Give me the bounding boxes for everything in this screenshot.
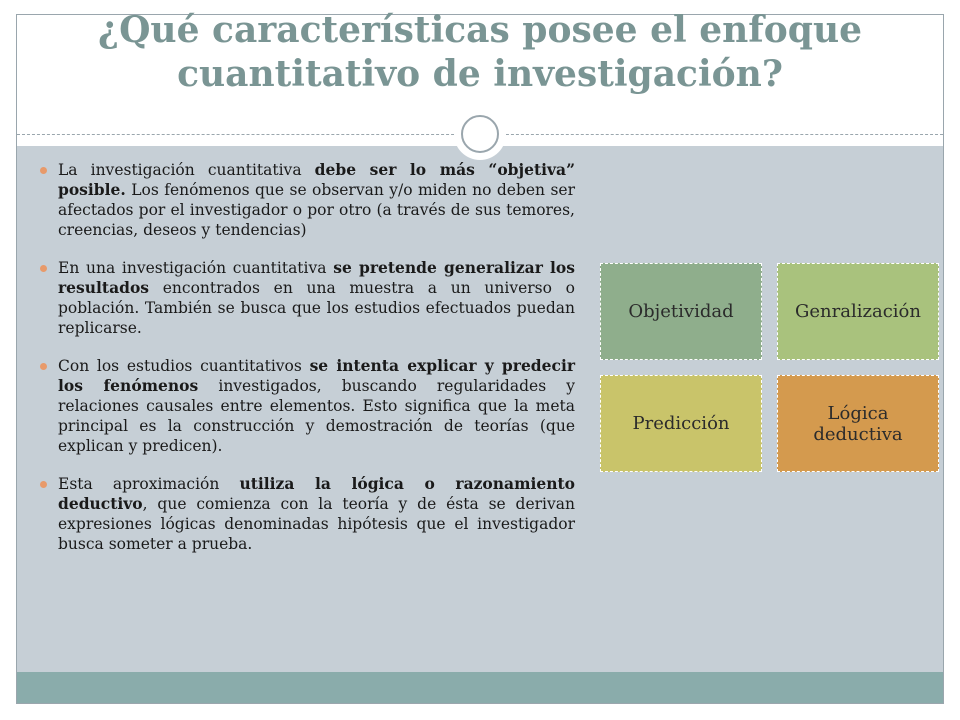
slide-title <box>16 8 944 96</box>
title-line-2: cuantitativo de investigación? <box>177 53 783 95</box>
tile-objetividad <box>600 263 762 360</box>
footer-bar <box>17 672 943 703</box>
bullet-list <box>40 160 575 572</box>
bullet-item <box>40 160 575 240</box>
bullet-dot-icon <box>40 363 47 370</box>
bullet-item <box>40 474 575 554</box>
divider-circle-icon <box>461 115 499 153</box>
bullet-item <box>40 258 575 338</box>
bullet-dot-icon <box>40 481 47 488</box>
bullet-text-bold: se intenta explicar y predecir los fenómenos <box>58 356 575 395</box>
bullet-text: , que comienza con la teoría y de ésta se derivan expresiones lógicas denominadas hipótesis que el investigador busca someter a prueba. <box>58 495 575 553</box>
tile-label: Predicción <box>632 413 730 434</box>
bullet-item <box>40 356 575 456</box>
bullet-text: investigados, buscando regularidades y relaciones causales entre elementos. Esto significa que la meta principal es la construcción y demostración de teorías (que explican y predicen). <box>58 377 575 455</box>
tile-logica-deductiva <box>777 375 939 472</box>
bullet-text-bold: utiliza la lógica o razonamiento deductivo <box>58 474 575 513</box>
title-line-1: ¿Qué características posee el enfoque <box>97 9 863 51</box>
bullet-text-bold: debe ser lo más “objetiva” posible. <box>58 160 575 199</box>
tile-prediccion <box>600 375 762 472</box>
bullet-dot-icon <box>40 167 47 174</box>
tile-label: Genralización <box>795 301 921 322</box>
bullet-dot-icon <box>40 265 47 272</box>
bullet-text: La investigación cuantitativa <box>58 161 315 179</box>
tile-label: Lógica deductiva <box>813 402 903 445</box>
bullet-text: Esta aproximación <box>58 475 240 493</box>
bullet-text: Los fenómenos que se observan y/o miden no deben ser afectados por el investigador o por otro (a través de sus temores, creencias, deseos y tendencias) <box>58 181 575 239</box>
bullet-text: En una investigación cuantitativa <box>58 259 334 277</box>
bullet-text: Con los estudios cuantitativos <box>58 357 310 375</box>
bullet-text: encontrados en una muestra a un universo o población. También se busca que los estudios efectuados puedan replicarse. <box>58 279 575 337</box>
bullet-text-bold: se pretende generalizar los resultados <box>58 258 575 297</box>
tile-generalizacion <box>777 263 939 360</box>
tile-label: Objetividad <box>628 301 734 322</box>
